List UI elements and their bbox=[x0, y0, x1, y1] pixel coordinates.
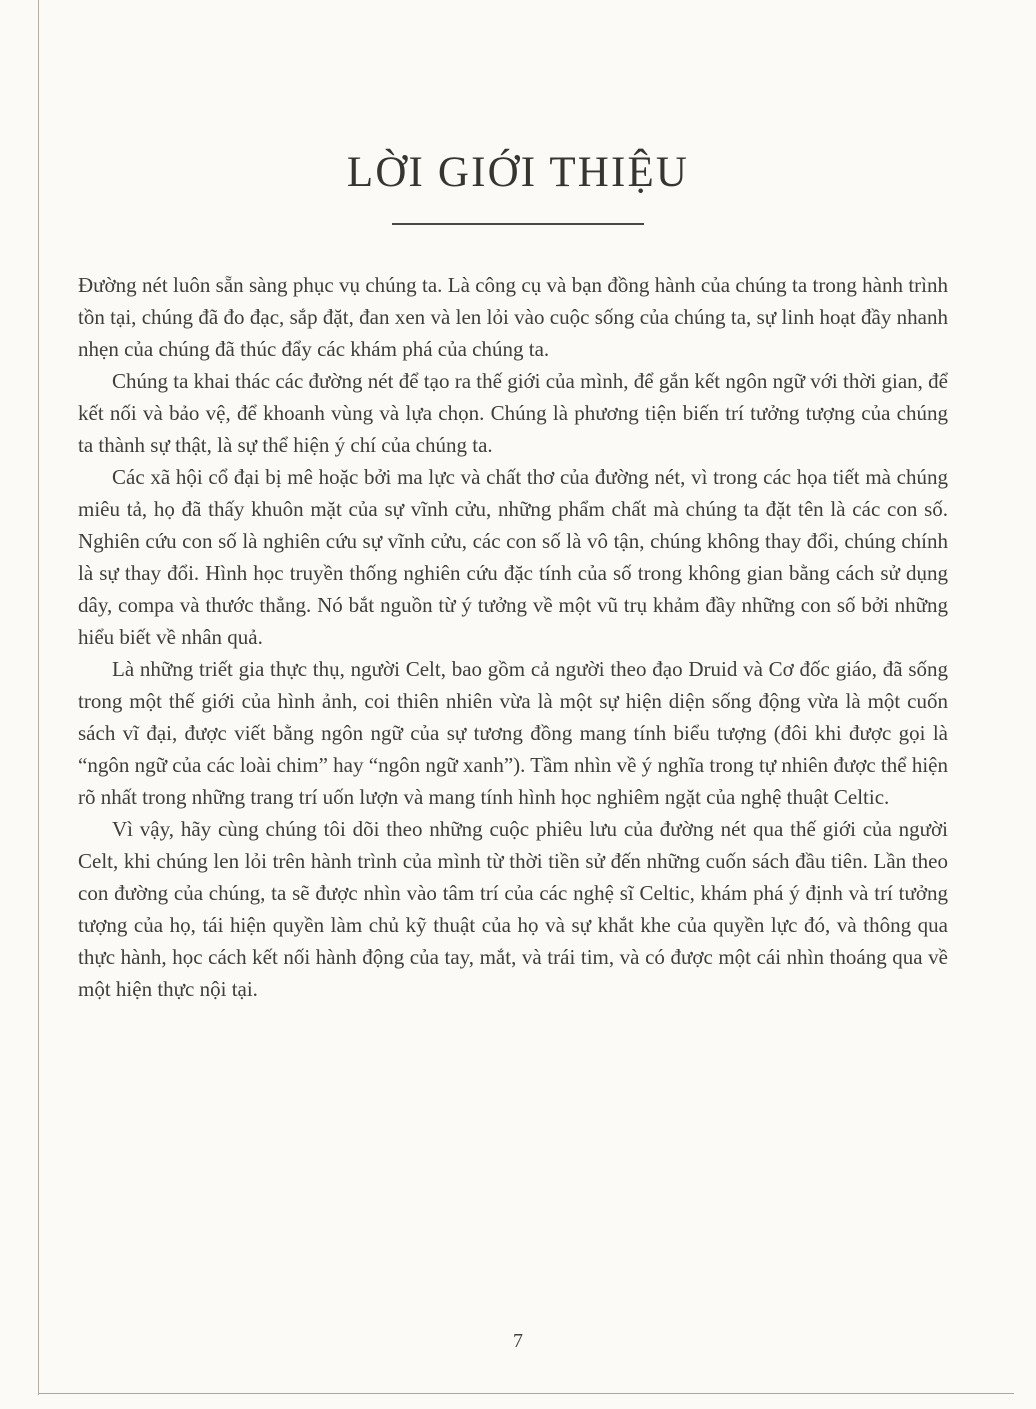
page-edge-line-bottom bbox=[38, 1393, 1014, 1394]
paragraph: Các xã hội cổ đại bị mê hoặc bởi ma lực và chất thơ của đường nét, vì trong các họa tiết mà chúng miêu tả, họ đã thấy khuôn mặt của sự vĩnh cửu, những phẩm chất mà chúng ta đặt tên là các con số. Nghiên cứu con số là nghiên cứu sự vĩnh cửu, các con số là vô tận, chúng không thay đổi, chúng chính là sự thay đổi. Hình học truyền thống nghiên cứu đặc tính của số trong không gian bằng cách sử dụng dây, compa và thước thẳng. Nó bắt nguồn từ ý tưởng về một vũ trụ khảm đầy những con số bởi những hiểu biết về nhân quả. bbox=[78, 465, 948, 649]
title-divider bbox=[392, 223, 644, 225]
chapter-title: LỜI GIỚI THIỆU bbox=[346, 149, 690, 196]
page-number: 7 bbox=[513, 1330, 523, 1352]
paragraph: Là những triết gia thực thụ, người Celt, bao gồm cả người theo đạo Druid và Cơ đốc giáo, đã sống trong một thế giới của hình ảnh, coi thiên nhiên vừa là một sự hiện diện sống động vừa là một cuốn sách vĩ đại, được viết bằng ngôn ngữ của sự tương đồng mang tính biểu tượng (đôi khi được gọi là “ngôn ngữ của các loài chim” hay “ngôn ngữ xanh”). Tầm nhìn về ý nghĩa trong tự nhiên được thể hiện rõ nhất trong những trang trí uốn lượn và mang tính hình học nghiêm ngặt của nghệ thuật Celtic. bbox=[78, 657, 948, 809]
paragraph: Chúng ta khai thác các đường nét để tạo ra thế giới của mình, để gắn kết ngôn ngữ với thời gian, để kết nối và bảo vệ, để khoanh vùng và lựa chọn. Chúng là phương tiện biến trí tưởng tượng của chúng ta thành sự thật, là sự thể hiện ý chí của chúng ta. bbox=[78, 369, 948, 457]
paragraph: Đường nét luôn sẵn sàng phục vụ chúng ta. Là công cụ và bạn đồng hành của chúng ta trong hành trình tồn tại, chúng đã đo đạc, sắp đặt, đan xen và len lỏi vào cuộc sống của chúng ta, sự linh hoạt đầy nhanh nhẹn của chúng đã thúc đẩy các khám phá của chúng ta. bbox=[78, 273, 948, 361]
paragraph: Vì vậy, hãy cùng chúng tôi dõi theo những cuộc phiêu lưu của đường nét qua thế giới của người Celt, khi chúng len lỏi trên hành trình của mình từ thời tiền sử đến những cuốn sách đầu tiên. Lần theo con đường của chúng, ta sẽ được nhìn vào tâm trí của các nghệ sĩ Celtic, khám phá ý định và trí tưởng tượng của họ, tái hiện quyền làm chủ kỹ thuật của họ và sự khắt khe của quyền lực đó, và thông qua thực hành, học cách kết nối hành động của tay, mắt, và trái tim, và có được một cái nhìn thoáng qua về một hiện thực nội tại. bbox=[78, 817, 948, 1001]
body-text bbox=[0, 269, 1036, 1005]
page-edge-line-left bbox=[38, 0, 39, 1395]
